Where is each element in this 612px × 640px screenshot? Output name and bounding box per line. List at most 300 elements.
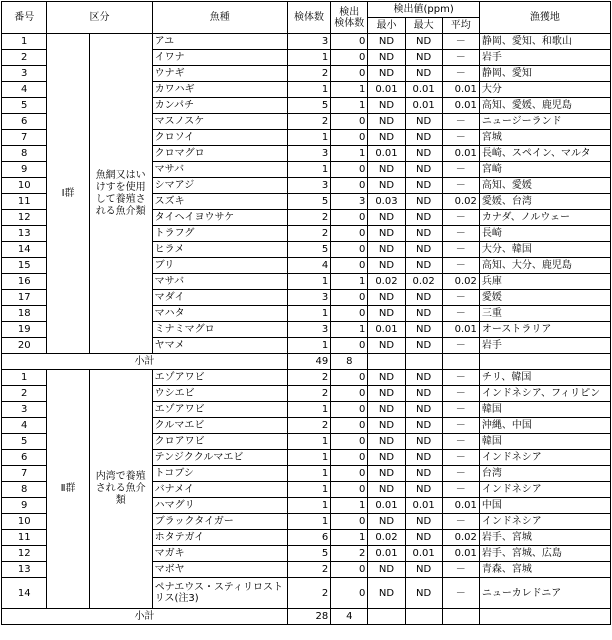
detected-count: 0 xyxy=(331,130,368,146)
origin: 高知、大分、鹿児島 xyxy=(479,258,610,274)
species-name: クルマエビ xyxy=(152,418,287,434)
header-species: 魚種 xyxy=(152,2,287,34)
species-name: イワナ xyxy=(152,50,287,66)
subtotal-empty xyxy=(442,609,479,625)
detected-count: 0 xyxy=(331,290,368,306)
detected-count: 0 xyxy=(331,258,368,274)
origin: オーストラリア xyxy=(479,322,610,338)
detected-count: 0 xyxy=(331,242,368,258)
value-min: ND xyxy=(368,434,405,450)
origin: ニュージーランド xyxy=(479,114,610,130)
origin: 宮崎 xyxy=(479,162,610,178)
sample-count: 3 xyxy=(287,146,330,162)
sample-count: 2 xyxy=(287,226,330,242)
value-max: ND xyxy=(405,322,442,338)
origin: 愛媛、台湾 xyxy=(479,194,610,210)
value-min: ND xyxy=(368,370,405,386)
value-max: ND xyxy=(405,50,442,66)
detected-count: 0 xyxy=(331,514,368,530)
sample-count: 1 xyxy=(287,514,330,530)
detected-count: 0 xyxy=(331,50,368,66)
subtotal-empty xyxy=(368,354,405,370)
value-min: 0.03 xyxy=(368,194,405,210)
detected-count: 0 xyxy=(331,402,368,418)
species-name: クロアワビ xyxy=(152,434,287,450)
sample-count: 4 xyxy=(287,258,330,274)
value-max: ND xyxy=(405,290,442,306)
species-name: バナメイ xyxy=(152,482,287,498)
value-min: ND xyxy=(368,130,405,146)
value-avg: 0.01 xyxy=(442,82,479,98)
origin: 静岡、愛知 xyxy=(479,66,610,82)
row-no: 8 xyxy=(2,482,47,498)
value-max: ND xyxy=(405,66,442,82)
row-no: 4 xyxy=(2,82,47,98)
sample-count: 6 xyxy=(287,530,330,546)
subtotal-empty xyxy=(405,609,442,625)
value-min: ND xyxy=(368,210,405,226)
value-max: ND xyxy=(405,114,442,130)
detected-count: 1 xyxy=(331,322,368,338)
origin: 中国 xyxy=(479,498,610,514)
value-max: ND xyxy=(405,194,442,210)
subtotal-row xyxy=(2,354,611,370)
value-avg: － xyxy=(442,114,479,130)
value-avg: － xyxy=(442,578,479,609)
value-min: ND xyxy=(368,178,405,194)
group-label: Ⅰ群 xyxy=(47,34,89,354)
origin: 台湾 xyxy=(479,466,610,482)
value-min: 0.01 xyxy=(368,82,405,98)
value-max: 0.01 xyxy=(405,546,442,562)
origin: ニューカレドニア xyxy=(479,578,610,609)
value-avg: － xyxy=(442,306,479,322)
species-name: ブリ xyxy=(152,258,287,274)
subtotal-empty xyxy=(479,354,610,370)
detected-count: 0 xyxy=(331,386,368,402)
value-min: 0.01 xyxy=(368,546,405,562)
value-avg: － xyxy=(442,418,479,434)
value-min: 0.01 xyxy=(368,146,405,162)
subtotal-empty xyxy=(368,609,405,625)
value-max: ND xyxy=(405,178,442,194)
value-min: ND xyxy=(368,226,405,242)
species-name: マサバ xyxy=(152,162,287,178)
group2-body xyxy=(2,370,611,625)
value-max: 0.01 xyxy=(405,498,442,514)
sample-count: 2 xyxy=(287,370,330,386)
row-no: 14 xyxy=(2,242,47,258)
value-max: ND xyxy=(405,562,442,578)
detected-count: 0 xyxy=(331,338,368,354)
sample-count: 2 xyxy=(287,562,330,578)
subtotal-empty xyxy=(405,354,442,370)
detected-count: 1 xyxy=(331,498,368,514)
origin: 愛媛 xyxy=(479,290,610,306)
species-name: トラフグ xyxy=(152,226,287,242)
origin: 長崎 xyxy=(479,226,610,242)
row-no: 19 xyxy=(2,322,47,338)
species-name: マガキ xyxy=(152,546,287,562)
species-name: クロソイ xyxy=(152,130,287,146)
sample-count: 1 xyxy=(287,402,330,418)
species-name: クロマグロ xyxy=(152,146,287,162)
value-avg: － xyxy=(442,482,479,498)
sample-count: 2 xyxy=(287,418,330,434)
subtotal-detected: 4 xyxy=(331,609,368,625)
detected-count: 1 xyxy=(331,530,368,546)
row-no: 2 xyxy=(2,50,47,66)
origin: 長崎、スペイン、マルタ xyxy=(479,146,610,162)
header-detected-count: 検出 検体数 xyxy=(331,2,368,34)
row-no: 10 xyxy=(2,514,47,530)
value-avg: － xyxy=(442,514,479,530)
value-max: ND xyxy=(405,210,442,226)
sample-count: 1 xyxy=(287,466,330,482)
detected-count: 1 xyxy=(331,82,368,98)
origin: 青森、宮城 xyxy=(479,562,610,578)
value-avg: － xyxy=(442,386,479,402)
subtotal-empty xyxy=(442,354,479,370)
sample-count: 1 xyxy=(287,50,330,66)
value-avg: － xyxy=(442,338,479,354)
value-max: ND xyxy=(405,530,442,546)
value-max: ND xyxy=(405,130,442,146)
header-max: 最大 xyxy=(405,18,442,34)
species-name: ハマグリ xyxy=(152,498,287,514)
origin: 大分 xyxy=(479,82,610,98)
sample-count: 2 xyxy=(287,386,330,402)
origin: 岩手 xyxy=(479,50,610,66)
sample-count: 3 xyxy=(287,290,330,306)
detected-count: 0 xyxy=(331,210,368,226)
value-avg: 0.01 xyxy=(442,146,479,162)
value-avg: － xyxy=(442,210,479,226)
value-min: ND xyxy=(368,306,405,322)
row-no: 5 xyxy=(2,434,47,450)
value-avg: － xyxy=(442,370,479,386)
species-name: マハタ xyxy=(152,306,287,322)
table-row xyxy=(2,34,611,50)
species-name: スズキ xyxy=(152,194,287,210)
detected-count: 0 xyxy=(331,114,368,130)
value-min: ND xyxy=(368,418,405,434)
value-min: ND xyxy=(368,466,405,482)
row-no: 10 xyxy=(2,178,47,194)
value-min: 0.02 xyxy=(368,530,405,546)
row-no: 17 xyxy=(2,290,47,306)
subtotal-empty xyxy=(479,609,610,625)
detected-count: 0 xyxy=(331,466,368,482)
value-avg: 0.01 xyxy=(442,98,479,114)
subtotal-row xyxy=(2,609,611,625)
origin: 韓国 xyxy=(479,434,610,450)
value-max: ND xyxy=(405,258,442,274)
origin: チリ、韓国 xyxy=(479,370,610,386)
detected-count: 0 xyxy=(331,418,368,434)
row-no: 14 xyxy=(2,578,47,609)
origin: 大分、韓国 xyxy=(479,242,610,258)
species-name: トコブシ xyxy=(152,466,287,482)
detected-count: 0 xyxy=(331,178,368,194)
detected-count: 0 xyxy=(331,562,368,578)
row-no: 3 xyxy=(2,66,47,82)
origin: インドネシア xyxy=(479,450,610,466)
value-avg: 0.02 xyxy=(442,194,479,210)
value-avg: － xyxy=(442,178,479,194)
origin: 兵庫 xyxy=(479,274,610,290)
detected-count: 0 xyxy=(331,370,368,386)
value-avg: 0.01 xyxy=(442,498,479,514)
value-avg: 0.02 xyxy=(442,530,479,546)
group-category: 内湾で養殖される魚介類 xyxy=(89,370,152,609)
detected-count: 0 xyxy=(331,450,368,466)
row-no: 1 xyxy=(2,370,47,386)
sample-count: 2 xyxy=(287,210,330,226)
row-no: 11 xyxy=(2,530,47,546)
value-min: ND xyxy=(368,450,405,466)
origin: 岩手、宮城 xyxy=(479,530,610,546)
subtotal-count: 28 xyxy=(287,609,330,625)
sample-count: 3 xyxy=(287,34,330,50)
sample-count: 1 xyxy=(287,82,330,98)
value-max: ND xyxy=(405,338,442,354)
sample-count: 1 xyxy=(287,434,330,450)
row-no: 7 xyxy=(2,466,47,482)
value-max: ND xyxy=(405,466,442,482)
header-min: 最小 xyxy=(368,18,405,34)
header-value-group: 検出値(ppm) xyxy=(368,2,479,18)
origin: 三重 xyxy=(479,306,610,322)
species-name: ホタテガイ xyxy=(152,530,287,546)
value-max: ND xyxy=(405,306,442,322)
origin: 高知、愛媛 xyxy=(479,178,610,194)
value-max: ND xyxy=(405,434,442,450)
value-min: ND xyxy=(368,34,405,50)
value-max: ND xyxy=(405,34,442,50)
species-name: カンパチ xyxy=(152,98,287,114)
detected-count: 1 xyxy=(331,274,368,290)
row-no: 4 xyxy=(2,418,47,434)
value-max: 0.01 xyxy=(405,82,442,98)
sample-count: 5 xyxy=(287,194,330,210)
value-min: ND xyxy=(368,258,405,274)
value-avg: － xyxy=(442,450,479,466)
row-no: 3 xyxy=(2,402,47,418)
value-min: ND xyxy=(368,114,405,130)
detected-count: 0 xyxy=(331,34,368,50)
origin: 岩手、宮城、広島 xyxy=(479,546,610,562)
subtotal-label: 小計 xyxy=(2,609,288,625)
value-avg: 0.01 xyxy=(442,546,479,562)
value-min: ND xyxy=(368,514,405,530)
detected-count: 3 xyxy=(331,194,368,210)
species-name: ウナギ xyxy=(152,66,287,82)
sample-count: 1 xyxy=(287,130,330,146)
value-avg: － xyxy=(442,290,479,306)
row-no: 20 xyxy=(2,338,47,354)
value-max: ND xyxy=(405,386,442,402)
sample-count: 2 xyxy=(287,578,330,609)
value-max: ND xyxy=(405,242,442,258)
row-no: 5 xyxy=(2,98,47,114)
value-min: ND xyxy=(368,66,405,82)
value-min: ND xyxy=(368,162,405,178)
row-no: 2 xyxy=(2,386,47,402)
row-no: 12 xyxy=(2,546,47,562)
sample-count: 1 xyxy=(287,482,330,498)
detected-count: 2 xyxy=(331,546,368,562)
value-max: ND xyxy=(405,402,442,418)
detected-count: 1 xyxy=(331,146,368,162)
species-name: マダイ xyxy=(152,290,287,306)
row-no: 1 xyxy=(2,34,47,50)
origin: カナダ、ノルウェー xyxy=(479,210,610,226)
header-count: 検体数 xyxy=(287,2,330,34)
row-no: 12 xyxy=(2,210,47,226)
value-min: ND xyxy=(368,482,405,498)
value-avg: － xyxy=(442,434,479,450)
value-avg: 0.02 xyxy=(442,274,479,290)
group-category: 魚網又はいけすを使用して養殖される魚介類 xyxy=(89,34,152,354)
residue-table xyxy=(1,1,611,625)
row-no: 9 xyxy=(2,162,47,178)
value-max: ND xyxy=(405,162,442,178)
row-no: 6 xyxy=(2,450,47,466)
origin: 高知、愛媛、鹿児島 xyxy=(479,98,610,114)
subtotal-label: 小計 xyxy=(2,354,288,370)
value-min: ND xyxy=(368,578,405,609)
origin: 岩手 xyxy=(479,338,610,354)
group-label: Ⅱ群 xyxy=(47,370,89,609)
sample-count: 5 xyxy=(287,242,330,258)
origin: 宮城 xyxy=(479,130,610,146)
species-name: エゾアワビ xyxy=(152,370,287,386)
row-no: 9 xyxy=(2,498,47,514)
detected-count: 0 xyxy=(331,482,368,498)
detected-count: 0 xyxy=(331,434,368,450)
value-avg: － xyxy=(442,162,479,178)
sample-count: 3 xyxy=(287,178,330,194)
species-name: シマアジ xyxy=(152,178,287,194)
value-avg: － xyxy=(442,258,479,274)
value-max: ND xyxy=(405,226,442,242)
detected-count: 0 xyxy=(331,162,368,178)
species-name: ヒラメ xyxy=(152,242,287,258)
subtotal-count: 49 xyxy=(287,354,330,370)
value-avg: － xyxy=(442,66,479,82)
value-avg: － xyxy=(442,50,479,66)
value-avg: － xyxy=(442,466,479,482)
sample-count: 2 xyxy=(287,114,330,130)
sample-count: 5 xyxy=(287,98,330,114)
row-no: 8 xyxy=(2,146,47,162)
sample-count: 1 xyxy=(287,306,330,322)
species-name: ミナミマグロ xyxy=(152,322,287,338)
species-name: テンジククルマエビ xyxy=(152,450,287,466)
row-no: 7 xyxy=(2,130,47,146)
group1-body xyxy=(2,34,611,370)
species-name: ペナエウス・スティリロストリス(注3) xyxy=(152,578,287,609)
origin: インドネシア xyxy=(479,482,610,498)
value-avg: － xyxy=(442,130,479,146)
origin: 静岡、愛知、和歌山 xyxy=(479,34,610,50)
subtotal-detected: 8 xyxy=(331,354,368,370)
species-name: アユ xyxy=(152,34,287,50)
value-avg: 0.01 xyxy=(442,322,479,338)
detected-count: 0 xyxy=(331,578,368,609)
row-no: 18 xyxy=(2,306,47,322)
row-no: 6 xyxy=(2,114,47,130)
species-name: カワハギ xyxy=(152,82,287,98)
species-name: ブラックタイガー xyxy=(152,514,287,530)
species-name: マサバ xyxy=(152,274,287,290)
sample-count: 1 xyxy=(287,450,330,466)
header-avg: 平均 xyxy=(442,18,479,34)
species-name: タイヘイヨウサケ xyxy=(152,210,287,226)
value-min: 0.01 xyxy=(368,498,405,514)
value-max: 0.01 xyxy=(405,98,442,114)
value-max: ND xyxy=(405,482,442,498)
value-max: ND xyxy=(405,450,442,466)
origin: インドネシア、フィリピン xyxy=(479,386,610,402)
value-min: 0.01 xyxy=(368,322,405,338)
value-min: ND xyxy=(368,98,405,114)
value-min: ND xyxy=(368,338,405,354)
detected-count: 1 xyxy=(331,98,368,114)
sample-count: 1 xyxy=(287,162,330,178)
value-min: ND xyxy=(368,562,405,578)
row-no: 13 xyxy=(2,226,47,242)
header-category: 区分 xyxy=(47,2,152,34)
species-name: ウシエビ xyxy=(152,386,287,402)
value-min: ND xyxy=(368,242,405,258)
sample-count: 1 xyxy=(287,274,330,290)
value-avg: － xyxy=(442,242,479,258)
value-max: 0.02 xyxy=(405,274,442,290)
detected-count: 0 xyxy=(331,66,368,82)
value-avg: － xyxy=(442,562,479,578)
value-min: ND xyxy=(368,386,405,402)
value-min: ND xyxy=(368,290,405,306)
species-name: マスノスケ xyxy=(152,114,287,130)
origin: 沖縄、中国 xyxy=(479,418,610,434)
species-name: マボヤ xyxy=(152,562,287,578)
value-min: 0.02 xyxy=(368,274,405,290)
table-row xyxy=(2,370,611,386)
header-origin: 漁獲地 xyxy=(479,2,610,34)
value-avg: － xyxy=(442,226,479,242)
value-max: ND xyxy=(405,146,442,162)
sample-count: 2 xyxy=(287,66,330,82)
species-name: ヤマメ xyxy=(152,338,287,354)
header-no: 番号 xyxy=(2,2,47,34)
value-min: ND xyxy=(368,50,405,66)
value-avg: － xyxy=(442,402,479,418)
value-max: ND xyxy=(405,514,442,530)
detected-count: 0 xyxy=(331,306,368,322)
value-max: ND xyxy=(405,578,442,609)
value-avg: － xyxy=(442,34,479,50)
value-min: ND xyxy=(368,402,405,418)
sample-count: 1 xyxy=(287,498,330,514)
value-max: ND xyxy=(405,370,442,386)
species-name: エゾアワビ xyxy=(152,402,287,418)
row-no: 11 xyxy=(2,194,47,210)
sample-count: 5 xyxy=(287,546,330,562)
origin: 韓国 xyxy=(479,402,610,418)
row-no: 15 xyxy=(2,258,47,274)
